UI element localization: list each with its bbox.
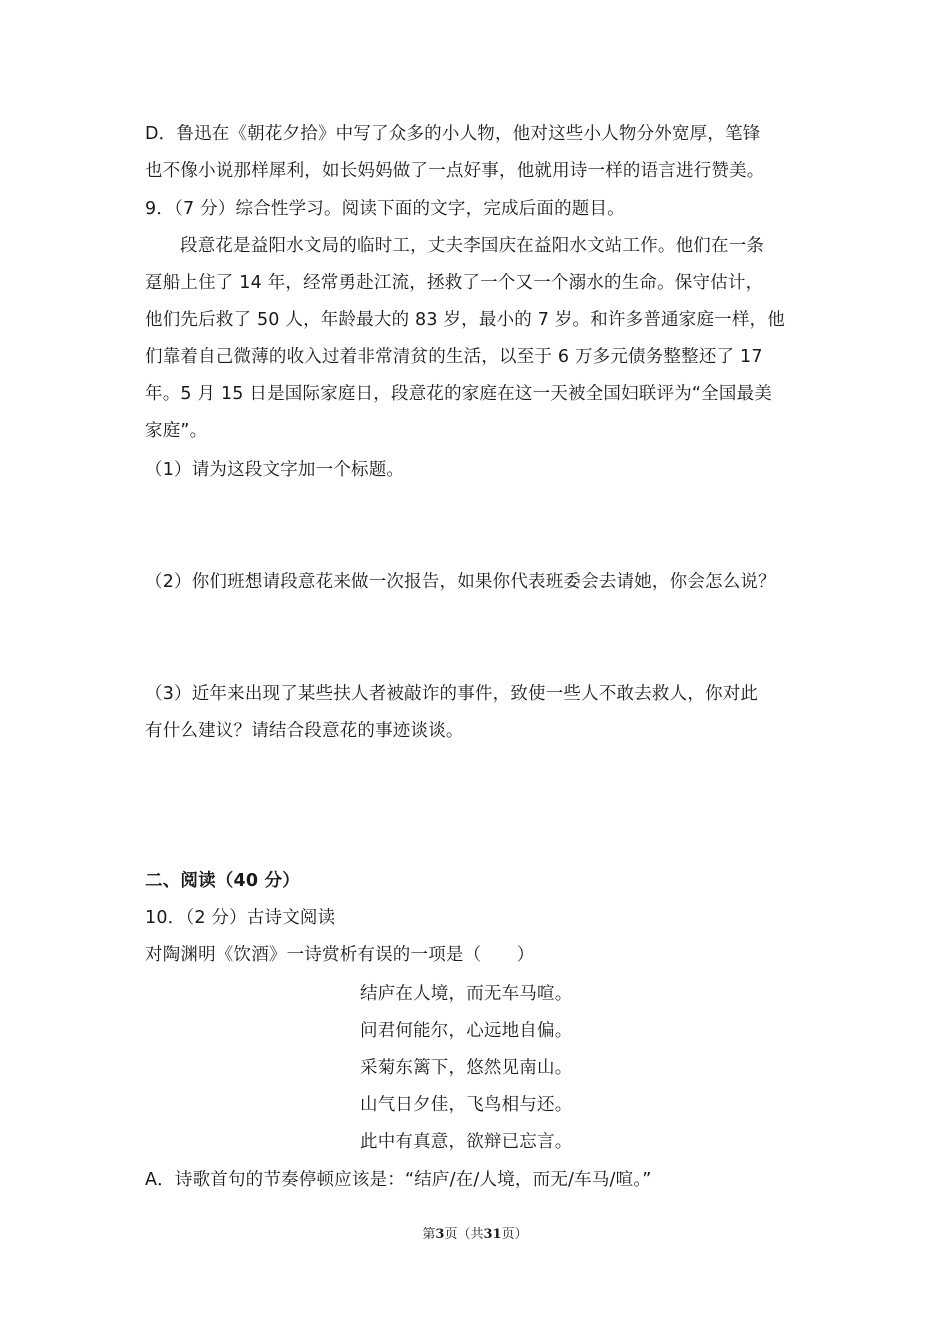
- q9-sub-question-3-line-1: （3）近年来出现了某些扶人者被敲诈的事件，致使一些人不敢去救人，你对此: [145, 684, 759, 704]
- footer-prefix: 第: [422, 1227, 436, 1242]
- q8-option-d-line-2: 也不像小说那样犀利，如长妈妈做了一点好事，他就用诗一样的语言进行赞美。: [145, 161, 765, 181]
- q8-option-d-line-1: D．鲁迅在《朝花夕拾》中写了众多的小人物，他对这些小人物分外宽厚，笔锋: [145, 124, 761, 144]
- q9-sub-question-2: （2）你们班想请段意花来做一次报告，如果你代表班委会去请她，你会怎么说？: [145, 572, 776, 592]
- poem-line-1: 结庐在人境，而无车马喧。: [360, 984, 573, 1004]
- footer-suffix: 页）: [501, 1227, 528, 1242]
- q9-title: 9．（7 分）综合性学习。阅读下面的文字，完成后面的题目。: [145, 199, 625, 219]
- q9-sub-question-1: （1）请为这段文字加一个标题。: [145, 460, 405, 480]
- section-heading-reading: 二、阅读（40 分）: [145, 871, 300, 891]
- q10-option-a: A．诗歌首句的节奏停顿应该是：“结庐/在/人境，而无/车马/喧。”: [145, 1170, 652, 1190]
- q9-sub-question-3-line-2: 有什么建议？请结合段意花的事迹谈谈。: [145, 721, 464, 741]
- page-footer: [0, 1226, 950, 1244]
- poem-line-2: 问君何能尔，心远地自偏。: [360, 1021, 573, 1041]
- q9-passage-line-4: 们靠着自己微薄的收入过着非常清贫的生活，以至于 6 万多元债务整整还了 17: [145, 347, 763, 367]
- footer-page-number: 3: [435, 1227, 445, 1242]
- q9-passage-line-2: 趸船上住了 14 年，经常勇赴江流，拯救了一个又一个溺水的生命。保守估计，: [145, 273, 764, 293]
- q9-passage-line-6: 家庭”。: [145, 421, 208, 441]
- q10-title: 10．（2 分）古诗文阅读: [145, 908, 336, 928]
- q9-passage-line-1: 段意花是益阳水文局的临时工，丈夫李国庆在益阳水文站工作。他们在一条: [180, 236, 765, 256]
- footer-middle: 页（共: [444, 1227, 484, 1242]
- footer-total-pages: 31: [483, 1227, 502, 1242]
- poem-line-5: 此中有真意，欲辩已忘言。: [360, 1132, 573, 1152]
- q9-passage-line-5: 年。5 月 15 日是国际家庭日，段意花的家庭在这一天被全国妇联评为“全国最美: [145, 384, 772, 404]
- q9-passage-line-3: 他们先后救了 50 人，年龄最大的 83 岁，最小的 7 岁。和许多普通家庭一样，他: [145, 310, 785, 330]
- q10-prompt: 对陶渊明《饮酒》一诗赏析有误的一项是（ ）: [145, 945, 535, 965]
- poem-line-4: 山气日夕佳，飞鸟相与还。: [360, 1095, 573, 1115]
- poem-line-3: 采菊东篱下，悠然见南山。: [360, 1058, 573, 1078]
